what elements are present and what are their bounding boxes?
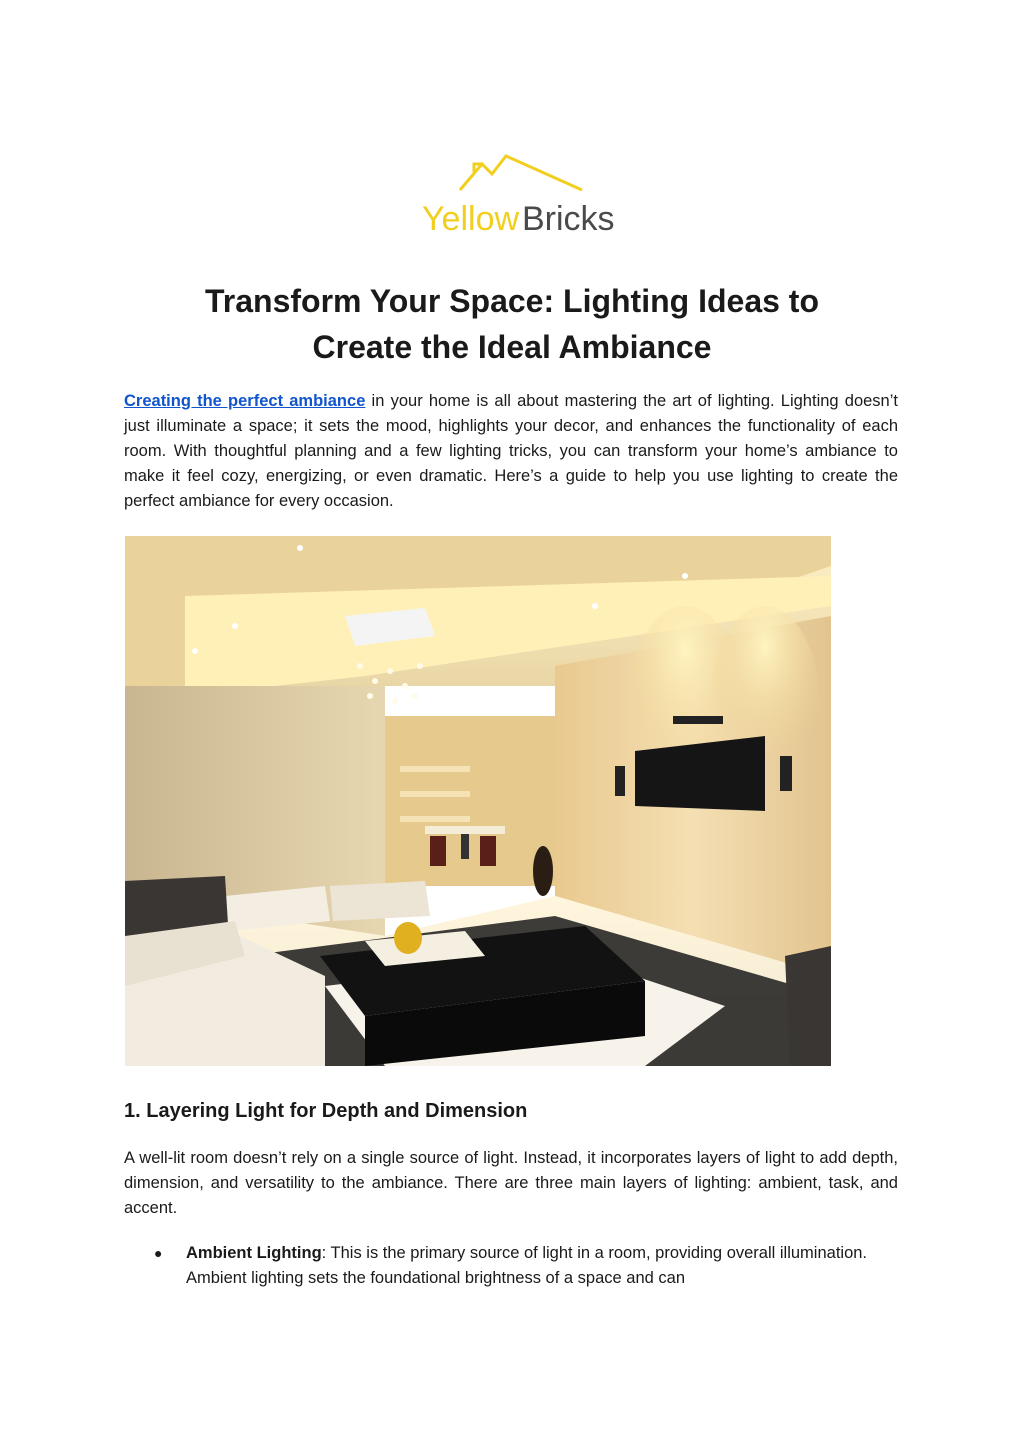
house-roof-icon [412,150,617,240]
logo-word-yellow: Yellow [422,200,520,238]
list-item [124,1241,898,1291]
logo-word-bricks: Bricks [522,200,615,238]
title-line-1: Transform Your Space: Lighting Ideas to [204,283,819,319]
bullet-label: Ambient Lighting [186,1244,322,1262]
section-1-heading: 1. Layering Light for Depth and Dimension [124,1100,528,1122]
intro-link[interactable]: Creating the perfect ambiance [124,392,366,410]
intro-text: in your home is all about mastering the art of lighting. Lighting doesn’t just illuminate a space; it sets the mood, highlights your decor, and enhances the functionality of each room. With thoughtful planning and a few lighting tricks, you can transform your home’s ambiance to make it feel cozy, energizing, or even dramatic. Here’s a guide to help you use lighting to create the perfect ambiance for every occasion. [124,392,898,510]
intro-paragraph [124,389,898,514]
title-line-2: Create the Ideal Ambiance [312,329,712,365]
yellow-bricks-logo [412,150,617,240]
lighting-types-list [124,1241,898,1291]
section-1-paragraph: A well-lit room doesn’t rely on a single source of light. Instead, it incorporates layers of light to add depth, dimension, and versatility to the ambiance. There are three main layers of lighting: ambient, task, and accent. [124,1149,898,1217]
article-title [100,278,924,370]
bullet-text: : This is the primary source of light in a room, providing overall illumination. Ambient lighting sets the foundational brightness of a space and can [186,1244,868,1287]
bullet-dot-icon: ● [154,1245,163,1261]
living-room-photo [125,536,831,1066]
